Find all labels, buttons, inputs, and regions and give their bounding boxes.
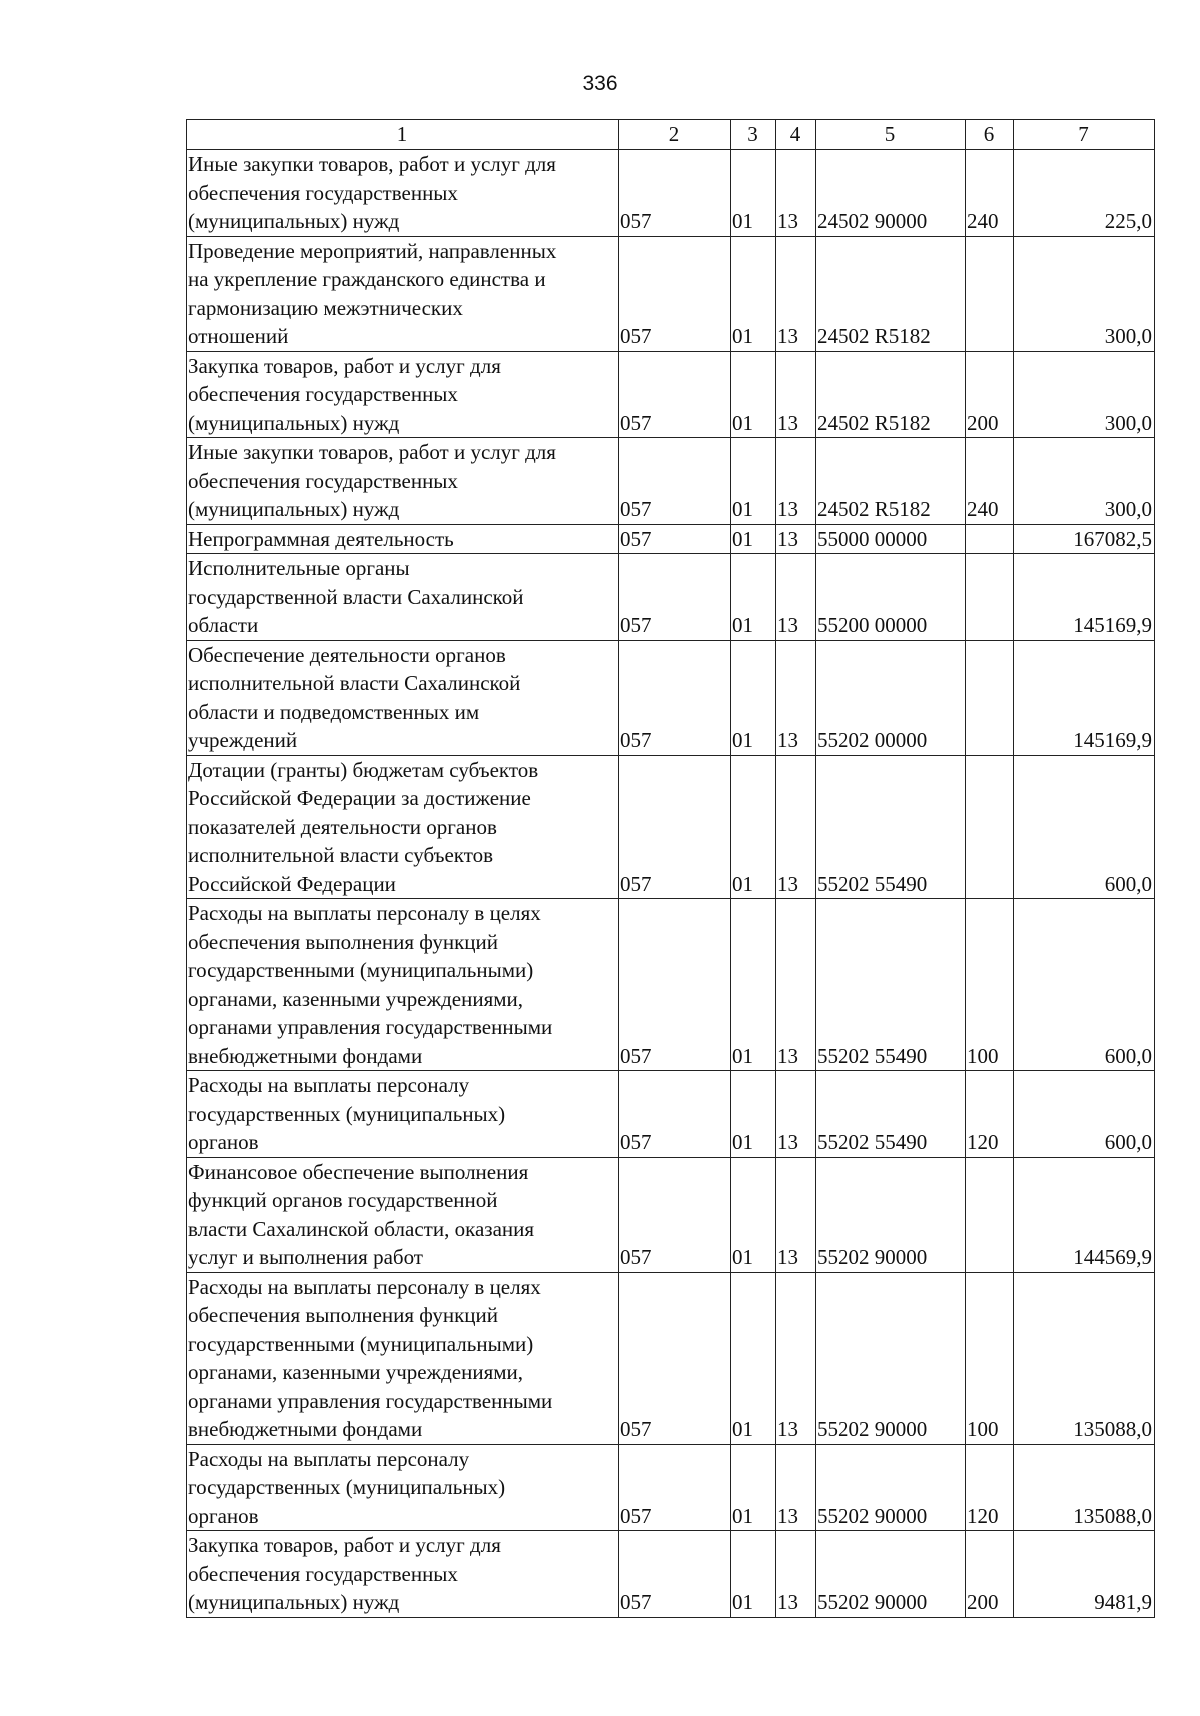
target-article-cell: 24502 R5182 <box>816 438 966 525</box>
section-code-cell: 01 <box>731 524 776 554</box>
subsection-code-cell: 13 <box>776 554 816 641</box>
ministry-code-cell: 057 <box>619 438 731 525</box>
amount-cell: 135088,0 <box>1014 1272 1155 1444</box>
subsection-code-cell: 13 <box>776 438 816 525</box>
budget-table <box>186 119 1155 1618</box>
subsection-code-cell: 13 <box>776 899 816 1071</box>
target-article-cell: 24502 90000 <box>816 150 966 237</box>
subsection-code-cell: 13 <box>776 1272 816 1444</box>
section-code-cell: 01 <box>731 899 776 1071</box>
ministry-code-cell: 057 <box>619 1272 731 1444</box>
expense-type-cell <box>966 755 1014 899</box>
target-article-cell: 55202 90000 <box>816 1444 966 1531</box>
expense-type-cell <box>966 554 1014 641</box>
target-article-cell: 55202 90000 <box>816 1157 966 1272</box>
section-code-cell: 01 <box>731 1444 776 1531</box>
amount-cell: 225,0 <box>1014 150 1155 237</box>
amount-cell: 144569,9 <box>1014 1157 1155 1272</box>
ministry-code-cell: 057 <box>619 640 731 755</box>
expense-type-cell: 200 <box>966 351 1014 438</box>
amount-cell: 600,0 <box>1014 755 1155 899</box>
expense-type-cell: 100 <box>966 1272 1014 1444</box>
amount-cell: 145169,9 <box>1014 640 1155 755</box>
ministry-code-cell: 057 <box>619 236 731 351</box>
row-name-cell: Обеспечение деятельности органов исполнительной власти Сахалинской области и подведомственных им учреждений <box>187 640 619 755</box>
row-name-cell: Расходы на выплаты персоналу государственных (муниципальных) органов <box>187 1444 619 1531</box>
expense-type-cell <box>966 524 1014 554</box>
column-header: 7 <box>1014 120 1155 150</box>
table-row <box>187 438 1155 525</box>
table-row <box>187 236 1155 351</box>
subsection-code-cell: 13 <box>776 351 816 438</box>
amount-cell: 145169,9 <box>1014 554 1155 641</box>
subsection-code-cell: 13 <box>776 150 816 237</box>
page-number: 336 <box>582 72 618 95</box>
expense-type-cell <box>966 236 1014 351</box>
ministry-code-cell: 057 <box>619 554 731 641</box>
row-name-cell: Дотации (гранты) бюджетам субъектов Российской Федерации за достижение показателей деятельности органов исполнительной власти субъектов Российской Федерации <box>187 755 619 899</box>
section-code-cell: 01 <box>731 438 776 525</box>
section-code-cell: 01 <box>731 554 776 641</box>
row-name-cell: Расходы на выплаты персоналу государственных (муниципальных) органов <box>187 1071 619 1158</box>
target-article-cell: 55200 00000 <box>816 554 966 641</box>
amount-cell: 600,0 <box>1014 1071 1155 1158</box>
subsection-code-cell: 13 <box>776 755 816 899</box>
expense-type-cell <box>966 1157 1014 1272</box>
section-code-cell: 01 <box>731 1531 776 1618</box>
table-row <box>187 554 1155 641</box>
section-code-cell: 01 <box>731 1272 776 1444</box>
subsection-code-cell: 13 <box>776 1071 816 1158</box>
target-article-cell: 55202 90000 <box>816 1272 966 1444</box>
target-article-cell: 55202 55490 <box>816 755 966 899</box>
subsection-code-cell: 13 <box>776 1531 816 1618</box>
table-row <box>187 1071 1155 1158</box>
row-name-cell: Иные закупки товаров, работ и услуг для обеспечения государственных (муниципальных) нужд <box>187 150 619 237</box>
table-row <box>187 640 1155 755</box>
ministry-code-cell: 057 <box>619 755 731 899</box>
ministry-code-cell: 057 <box>619 899 731 1071</box>
table-row <box>187 1272 1155 1444</box>
column-header: 3 <box>731 120 776 150</box>
section-code-cell: 01 <box>731 351 776 438</box>
subsection-code-cell: 13 <box>776 236 816 351</box>
expense-type-cell: 240 <box>966 438 1014 525</box>
ministry-code-cell: 057 <box>619 1071 731 1158</box>
row-name-cell: Проведение мероприятий, направленных на укрепление гражданского единства и гармонизацию межэтнических отношений <box>187 236 619 351</box>
header-row <box>187 120 1155 150</box>
column-header: 2 <box>619 120 731 150</box>
row-name-cell: Расходы на выплаты персоналу в целях обеспечения выполнения функций государственными (муниципальными) органами, казенными учреждениями, органами управления государственными внебюджетными фондами <box>187 899 619 1071</box>
amount-cell: 9481,9 <box>1014 1531 1155 1618</box>
target-article-cell: 55202 55490 <box>816 899 966 1071</box>
row-name-cell: Исполнительные органы государственной власти Сахалинской области <box>187 554 619 641</box>
row-name-cell: Финансовое обеспечение выполнения функций органов государственной власти Сахалинской области, оказания услуг и выполнения работ <box>187 1157 619 1272</box>
subsection-code-cell: 13 <box>776 640 816 755</box>
row-name-cell: Закупка товаров, работ и услуг для обеспечения государственных (муниципальных) нужд <box>187 351 619 438</box>
row-name-cell: Закупка товаров, работ и услуг для обеспечения государственных (муниципальных) нужд <box>187 1531 619 1618</box>
table-body <box>187 150 1155 1618</box>
row-name-cell: Иные закупки товаров, работ и услуг для обеспечения государственных (муниципальных) нужд <box>187 438 619 525</box>
expense-type-cell: 120 <box>966 1071 1014 1158</box>
table-row <box>187 899 1155 1071</box>
section-code-cell: 01 <box>731 640 776 755</box>
target-article-cell: 24502 R5182 <box>816 351 966 438</box>
ministry-code-cell: 057 <box>619 524 731 554</box>
section-code-cell: 01 <box>731 1157 776 1272</box>
ministry-code-cell: 057 <box>619 150 731 237</box>
subsection-code-cell: 13 <box>776 524 816 554</box>
table-row <box>187 1444 1155 1531</box>
table-row <box>187 524 1155 554</box>
section-code-cell: 01 <box>731 1071 776 1158</box>
subsection-code-cell: 13 <box>776 1444 816 1531</box>
amount-cell: 300,0 <box>1014 438 1155 525</box>
section-code-cell: 01 <box>731 755 776 899</box>
expense-type-cell <box>966 640 1014 755</box>
ministry-code-cell: 057 <box>619 1157 731 1272</box>
subsection-code-cell: 13 <box>776 1157 816 1272</box>
column-header: 1 <box>187 120 619 150</box>
table-row <box>187 150 1155 237</box>
amount-cell: 167082,5 <box>1014 524 1155 554</box>
table-row <box>187 1531 1155 1618</box>
row-name-cell: Расходы на выплаты персоналу в целях обеспечения выполнения функций государственными (муниципальными) органами, казенными учреждениями, органами управления государственными внебюджетными фондами <box>187 1272 619 1444</box>
target-article-cell: 55202 00000 <box>816 640 966 755</box>
section-code-cell: 01 <box>731 236 776 351</box>
section-code-cell: 01 <box>731 150 776 237</box>
amount-cell: 300,0 <box>1014 351 1155 438</box>
ministry-code-cell: 057 <box>619 1531 731 1618</box>
amount-cell: 135088,0 <box>1014 1444 1155 1531</box>
expense-type-cell: 240 <box>966 150 1014 237</box>
ministry-code-cell: 057 <box>619 351 731 438</box>
ministry-code-cell: 057 <box>619 1444 731 1531</box>
amount-cell: 600,0 <box>1014 899 1155 1071</box>
target-article-cell: 55000 00000 <box>816 524 966 554</box>
table-row <box>187 755 1155 899</box>
expense-type-cell: 100 <box>966 899 1014 1071</box>
row-name-cell: Непрограммная деятельность <box>187 524 619 554</box>
table-row <box>187 351 1155 438</box>
target-article-cell: 55202 90000 <box>816 1531 966 1618</box>
table-row <box>187 1157 1155 1272</box>
target-article-cell: 55202 55490 <box>816 1071 966 1158</box>
expense-type-cell: 120 <box>966 1444 1014 1531</box>
amount-cell: 300,0 <box>1014 236 1155 351</box>
expense-type-cell: 200 <box>966 1531 1014 1618</box>
column-header: 6 <box>966 120 1014 150</box>
target-article-cell: 24502 R5182 <box>816 236 966 351</box>
column-header: 4 <box>776 120 816 150</box>
column-header: 5 <box>816 120 966 150</box>
